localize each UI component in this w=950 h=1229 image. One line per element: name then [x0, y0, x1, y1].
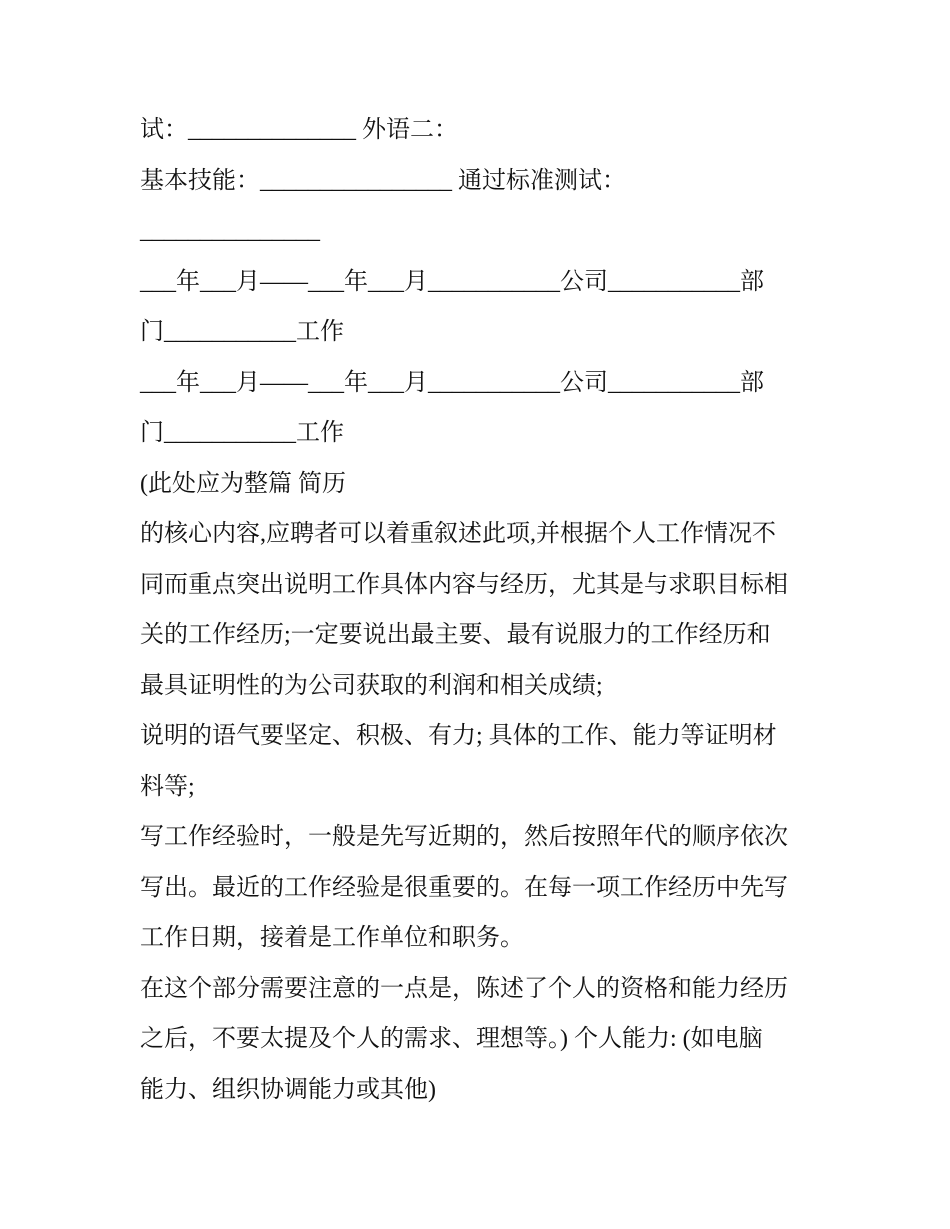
- body-text-line: 料等;: [140, 773, 195, 800]
- body-text-line: 在这个部分需要注意的一点是，陈述了个人的资格和能力经历: [140, 975, 788, 1002]
- body-text-line: 关的工作经历;一定要说出最主要、最有说服力的工作经历和: [140, 622, 771, 648]
- foreign-language-line: 试：______________ 外语二：: [140, 117, 458, 143]
- body-text-line: 最具证明性的为公司获取的利润和相关成绩;: [140, 672, 603, 699]
- body-text-line: 写工作经验时，一般是先写近期的，然后按照年代的顺序依次: [140, 824, 788, 850]
- body-text-line: 能力、组织协调能力或其他): [140, 1076, 436, 1103]
- work-entry-2-dept: 门___________工作: [140, 420, 344, 446]
- document-page: [140, 105, 840, 1115]
- body-text-line: 说明的语气要坚定、积极、有力; 具体的工作、能力等证明材: [140, 723, 777, 749]
- body-text-line: (此处应为整篇 简历: [140, 470, 346, 497]
- body-text-line: 工作日期，接着是工作单位和职务。: [140, 925, 524, 951]
- body-text-line: 之后，不要太提及个人的需求、理想等。) 个人能力: (如电脑: [140, 1026, 763, 1052]
- work-entry-1-dates: ___年___月——___年___月___________公司___________部: [140, 268, 764, 295]
- body-text-line: 同而重点突出说明工作具体内容与经历，尤其是与求职目标相: [140, 571, 788, 598]
- standard-test-blank: _______________: [140, 218, 320, 244]
- basic-skills-line: 基本技能：________________ 通过标准测试：: [140, 167, 626, 194]
- body-text-line: 的核心内容,应聘者可以着重叙述此项,并根据个人工作情况不: [140, 521, 776, 547]
- work-entry-1-dept: 门___________工作: [140, 319, 344, 345]
- body-text-line: 写出。最近的工作经验是很重要的。在每一项工作经历中先写: [140, 874, 788, 901]
- work-entry-2-dates: ___年___月——___年___月___________公司___________部: [140, 369, 764, 396]
